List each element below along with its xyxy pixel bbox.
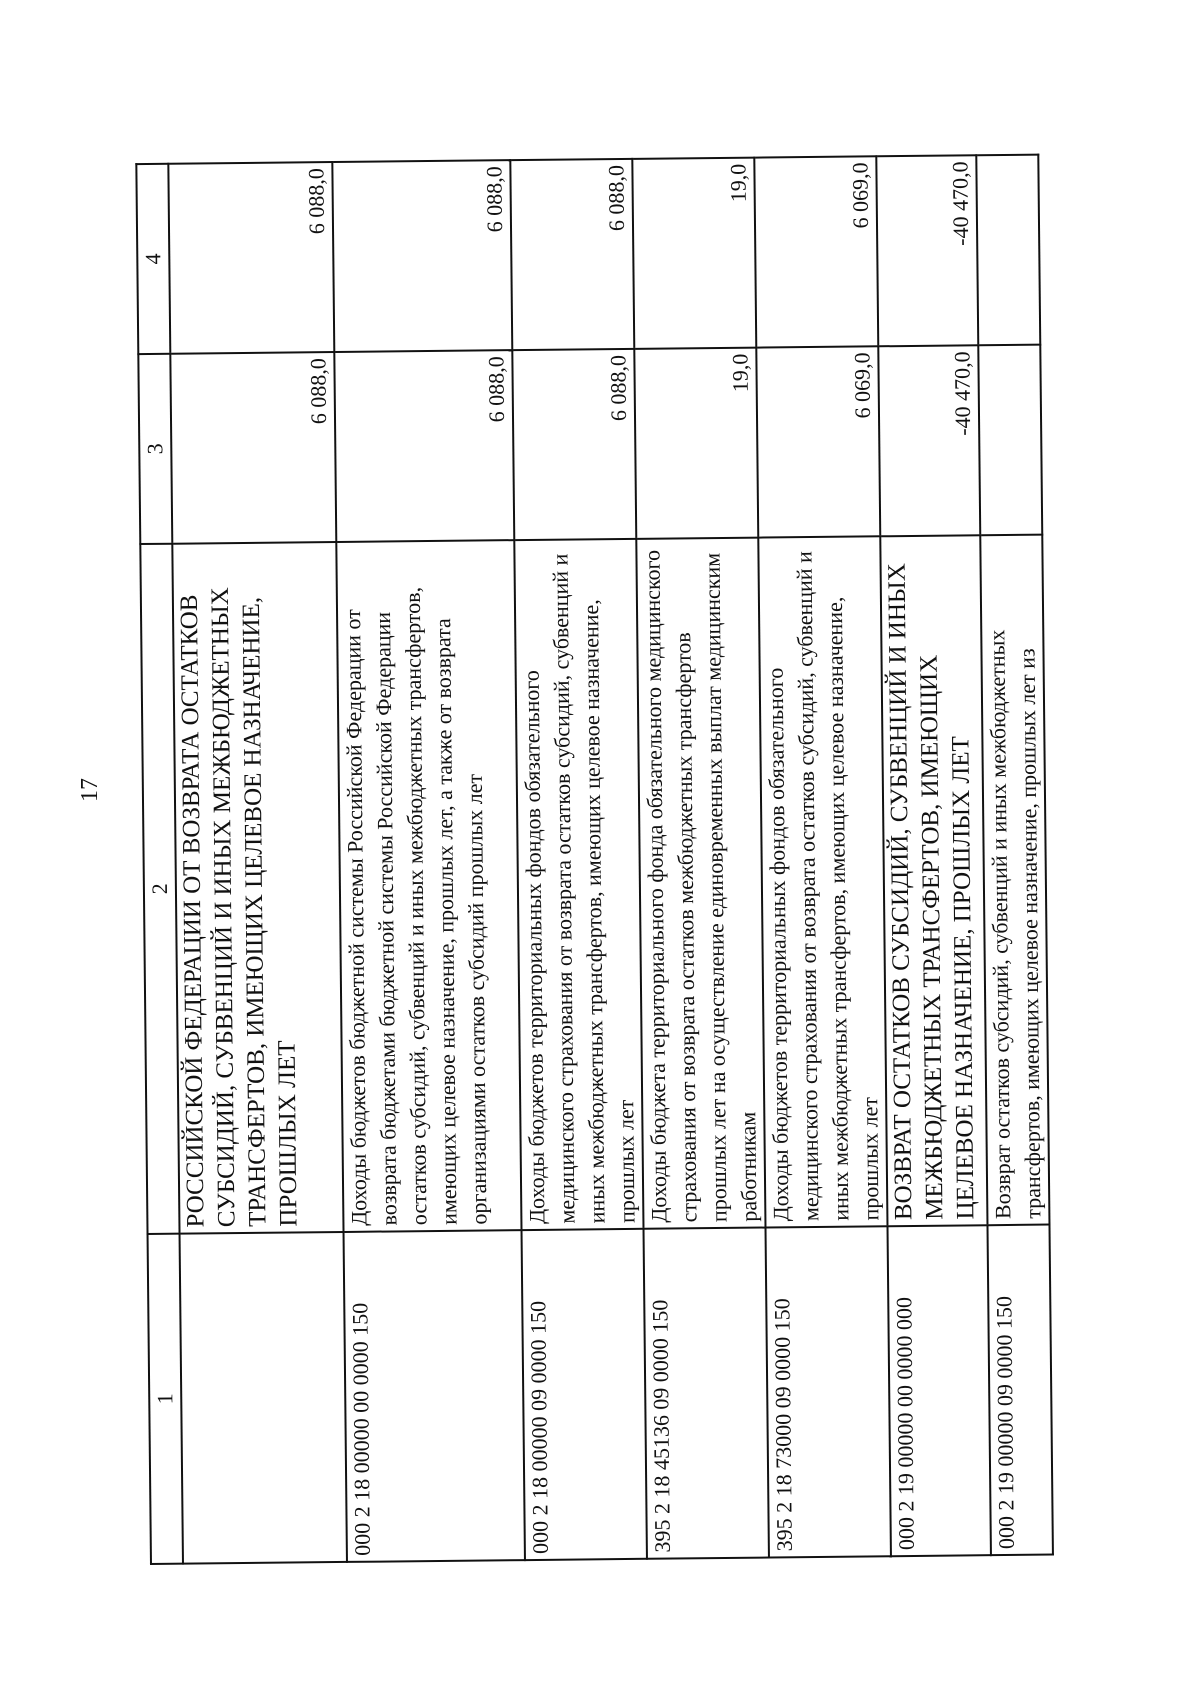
row-description: РОССИЙСКОЙ ФЕДЕРАЦИИ ОТ ВОЗВРАТА ОСТАТКОВ СУБСИДИЙ, СУБВЕНЦИЙ И ИНЫХ МЕЖБЮДЖЕТНЫХ ТРАНСФЕРТОВ, ИМЕЮЩИХ ЦЕЛЕВОЕ НАЗНАЧЕНИЕ, ПРОШЛЫХ ЛЕТ (172, 542, 343, 1234)
row-code: 000 2 18 00000 09 0000 150 (522, 1229, 647, 1560)
table-row (876, 155, 991, 1556)
table-row (332, 160, 525, 1562)
row-value-col3: 6 069,0 (756, 346, 880, 537)
row-value-col4: 6 069,0 (754, 156, 878, 347)
budget-table-rotated (135, 156, 1046, 1565)
row-code: 000 2 19 00000 09 0000 150 (987, 1225, 1052, 1556)
page-number: 17 (77, 778, 103, 802)
header-col-3: 3 (138, 354, 172, 544)
row-value-col3: 6 088,0 (334, 350, 514, 542)
row-code: 000 2 18 00000 00 0000 150 (344, 1230, 525, 1562)
row-value-col4: 6 088,0 (168, 162, 334, 354)
row-value-col4: 19,0 (632, 158, 756, 349)
row-value-col4: -40 470,0 (876, 155, 978, 346)
row-description: Возврат остатков субсидий, субвенций и иных межбюджетных трансфертов, имеющих целевое назначение, прошлых лет из (980, 535, 1049, 1226)
row-description: Доходы бюджетов бюджетной системы Российской Федерации от возврата бюджетами бюджетной системы Российской Федерации остатков субсидий, субвенций и иных межбюджетных трансфертов, имеющих целевое назначение, прошлых лет, а также от возврата организациями остатков субсидий прошлых лет (336, 540, 521, 1232)
row-value-col4 (976, 155, 1040, 346)
budget-table (135, 154, 1054, 1565)
row-value-col3: 6 088,0 (512, 349, 636, 540)
table-row (632, 158, 769, 1559)
row-value-col3 (978, 345, 1042, 536)
row-description: Доходы бюджета территориального фонда обязательного медицинского страхования от возврата остатков межбюджетных трансфертов прошлых лет на осуществление единовременных выплат медицинским работникам (636, 538, 765, 1229)
table-row (754, 156, 891, 1557)
header-col-1: 1 (148, 1234, 183, 1564)
row-description: ВОЗВРАТ ОСТАТКОВ СУБСИДИЙ, СУБВЕНЦИЙ И ИНЫХ МЕЖБЮДЖЕТНЫХ ТРАНСФЕРТОВ, ИМЕЮЩИХ ЦЕЛЕВОЕ НАЗНАЧЕНИЕ, ПРОШЛЫХ ЛЕТ (880, 535, 987, 1226)
header-col-2: 2 (140, 544, 179, 1234)
row-code: 000 2 19 00000 00 0000 000 (887, 1225, 990, 1556)
row-code: 395 2 18 73000 09 0000 150 (765, 1226, 890, 1557)
table-row (510, 159, 647, 1560)
row-code: 395 2 18 45136 09 0000 150 (644, 1228, 769, 1559)
row-description: Доходы бюджетов территориальных фондов обязательного медицинского страхования от возврата остатков субсидий, субвенций и иных межбюджетных трансфертов, имеющих целевое назначение, прошлых лет (758, 536, 887, 1227)
row-value-col4: 6 088,0 (332, 160, 512, 352)
table-row (976, 155, 1053, 1556)
row-value-col4: 6 088,0 (510, 159, 634, 350)
table-row (168, 162, 347, 1564)
row-description: Доходы бюджетов территориальных фондов обязательного медицинского страхования от возврата остатков субсидий, субвенций и иных межбюджетных трансфертов, имеющих целевое назначение, прошлых лет (514, 539, 643, 1230)
row-value-col3: 19,0 (634, 348, 758, 539)
header-col-4: 4 (136, 164, 170, 354)
row-value-col3: -40 470,0 (878, 345, 980, 536)
row-code (180, 1232, 347, 1564)
row-value-col3: 6 088,0 (170, 352, 336, 544)
